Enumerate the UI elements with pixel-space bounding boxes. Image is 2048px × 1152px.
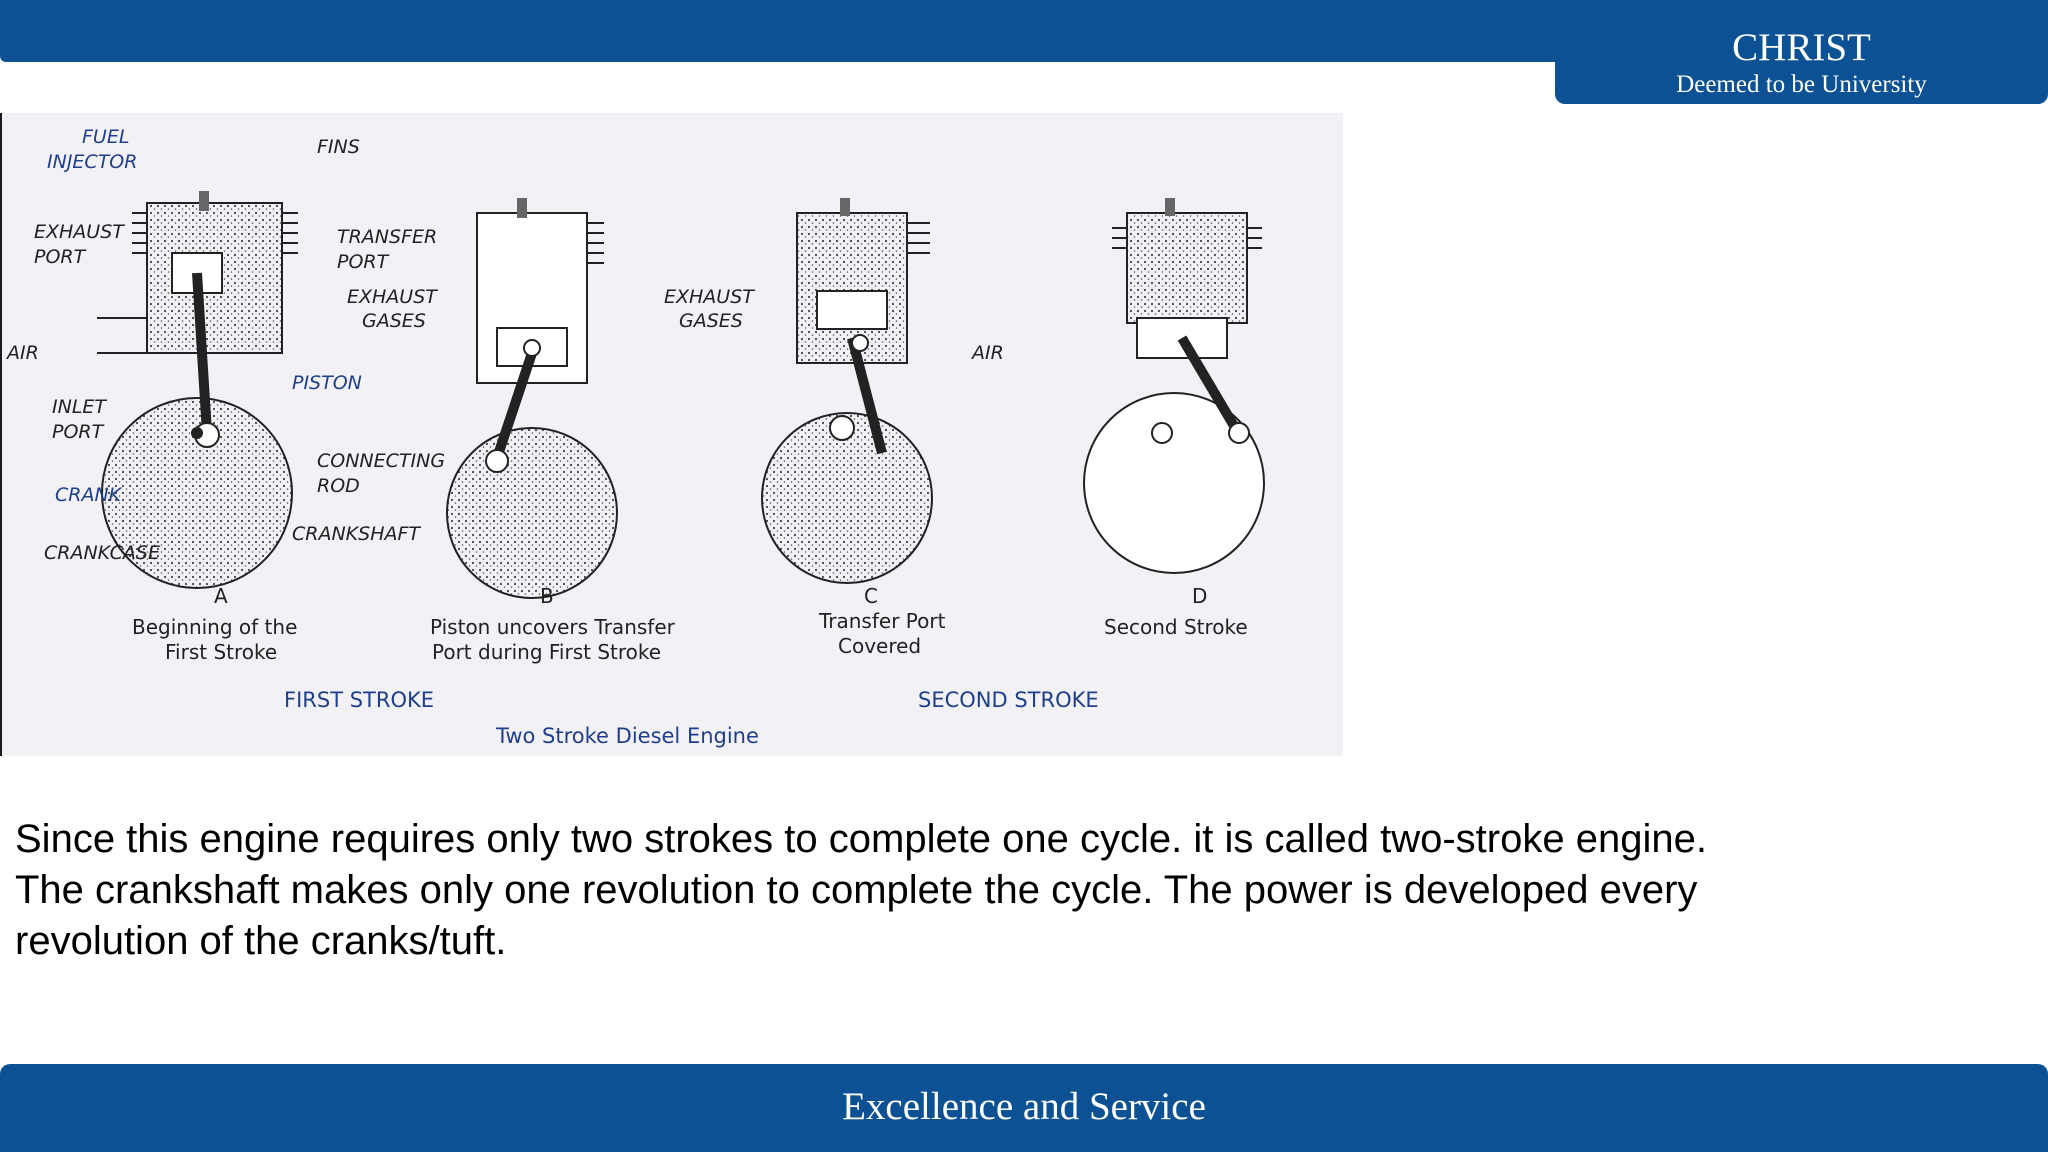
stage-b-letter: B	[540, 584, 554, 608]
engine-illustration	[2, 113, 1343, 756]
label-exhaust-gases-c-line2: GASES	[679, 310, 743, 332]
body-line-1: Since this engine requires only two strokes to complete one cycle. it is called two-stroke engine.	[15, 817, 1707, 861]
label-connecting-rod-line2: ROD	[317, 475, 360, 497]
stage-a-caption-line2: First Stroke	[165, 640, 278, 664]
brand-name: CHRIST	[1732, 26, 1871, 69]
engine-c	[762, 198, 932, 583]
stage-a-caption-line1: Beginning of the	[132, 615, 298, 639]
label-exhaust-gases-line2: GASES	[362, 310, 426, 332]
stage-c-letter: C	[864, 584, 878, 608]
two-stroke-engine-diagram	[0, 113, 1343, 756]
label-fins: FINS	[317, 136, 360, 158]
label-crankcase: CRANKCASE	[44, 542, 160, 564]
stage-b-caption-line2: Port during First Stroke	[432, 640, 662, 664]
body-line-2: The crankshaft makes only one revolution to complete the cycle. The power is developed every	[15, 868, 1698, 912]
label-exhaust-gases-c-line1: EXHAUST	[664, 286, 754, 308]
footer-bar	[0, 1064, 2048, 1152]
stage-a-letter: A	[214, 584, 228, 608]
engine-b	[447, 198, 617, 598]
first-stroke-label: FIRST STROKE	[284, 688, 435, 712]
label-crank: CRANK	[55, 484, 122, 506]
label-exhaust-port-line2: PORT	[34, 246, 86, 268]
label-exhaust-port-line1: EXHAUST	[34, 221, 124, 243]
label-fuel-injector-line2: INJECTOR	[47, 151, 138, 173]
label-connecting-rod-line1: CONNECTING	[317, 450, 446, 472]
stage-d-caption-line1: Second Stroke	[1104, 615, 1248, 639]
label-fuel-injector-line1: FUEL	[82, 126, 130, 148]
label-piston: PISTON	[292, 372, 362, 394]
label-exhaust-gases-line1: EXHAUST	[347, 286, 437, 308]
stage-d-letter: D	[1192, 584, 1208, 608]
label-crankshaft: CRANKSHAFT	[292, 523, 421, 545]
engine-d	[1084, 198, 1264, 573]
footer-motto: Excellence and Service	[842, 1085, 1206, 1128]
engine-a	[97, 191, 298, 588]
label-air-a: AIR	[7, 342, 39, 364]
body-line-3: revolution of the cranks/tuft.	[15, 919, 507, 963]
brand-subtitle: Deemed to be University	[1676, 71, 1927, 98]
second-stroke-label: SECOND STROKE	[918, 688, 1099, 712]
slide-body-text	[15, 814, 1915, 967]
university-logo-block	[1555, 0, 2048, 104]
diagram-title: Two Stroke Diesel Engine	[496, 724, 759, 748]
label-air-d: AIR	[972, 342, 1004, 364]
label-inlet-port-line1: INLET	[52, 396, 107, 418]
stage-b-caption-line1: Piston uncovers Transfer	[430, 615, 675, 639]
label-inlet-port-line2: PORT	[52, 421, 104, 443]
stage-c-caption-line1: Transfer Port	[819, 609, 946, 633]
stage-c-caption-line2: Covered	[838, 634, 922, 658]
label-transfer-port-line1: TRANSFER	[337, 226, 438, 248]
label-transfer-port-line2: PORT	[337, 251, 389, 273]
